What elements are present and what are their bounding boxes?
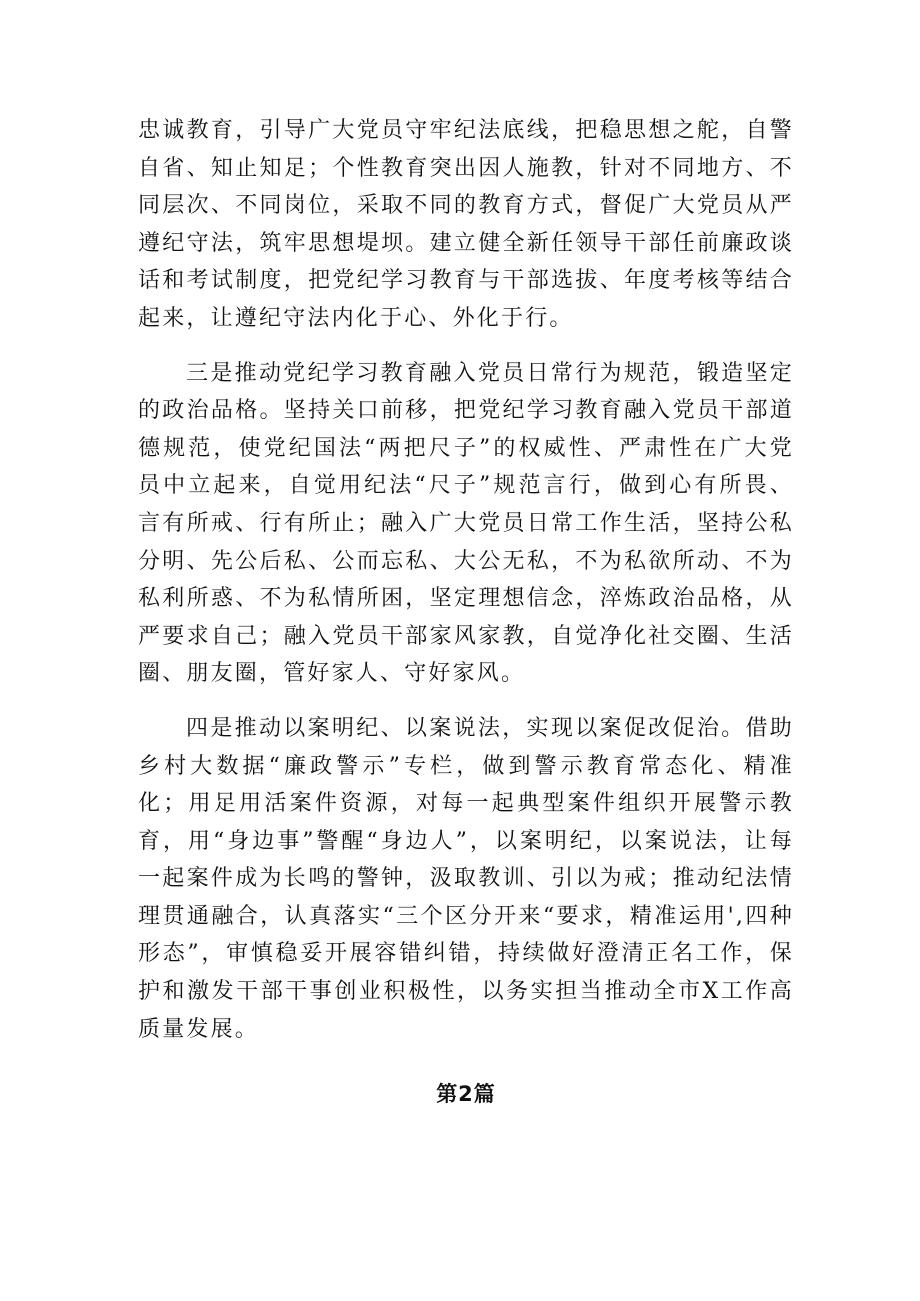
paragraph-point-four: 四是推动以案明纪、以案说法，实现以案促改促治。借助乡村大数据“廉政警示”专栏，做到警示教育常态化、精准化；用足用活案件资源，对每一起典型案件组织开展警示教育，用“身边事”警醒“身边人”，以案明纪，以案说法，让每一起案件成为长鸣的警钟，汲取教训、引以为戒；推动纪法情理贯通融合，认真落实“三个区分开来“要求，精准运用',四种形态”，审慎稳妥开展容错纠错，持续做好澄清正名工作，保护和激发干部干事创业积极性，以务实担当推动全市X工作高质量发展。 [138,715,794,1042]
section-heading: 第2篇 [436,1082,496,1107]
document-body [138,112,794,1114]
paragraph-continued: 忠诚教育，引导广大党员守牢纪法底线，把稳思想之舵，自警自省、知止知足；个性教育突出因人施教，针对不同地方、不同层次、不同岗位，采取不同的教育方式，督促广大党员从严遵纪守法，筑牢思想堤坝。建立健全新任领导干部任前廉政谈话和考试制度，把党纪学习教育与干部选拔、年度考核等结合起来，让遵纪守法内化于心、外化于行。 [138,118,794,331]
paragraph-point-three: 三是推动党纪学习教育融入党员日常行为规范，锻造坚定的政治品格。坚持关口前移，把党纪学习教育融入党员干部道德规范，使党纪国法“两把尺子”的权威性、严肃性在广大党员中立起来，自觉用纪法“尺子”规范言行，做到心有所畏、言有所戒、行有所止；融入广大党员日常工作生活，坚持公私分明、先公后私、公而忘私、大公无私，不为私欲所动、不为私利所惑、不为私情所困，坚定理想信念，淬炼政治品格，从严要求自己；融入党员干部家风家教，自觉净化社交圈、生活圈、朋友圈，管好家人、守好家风。 [138,360,794,687]
